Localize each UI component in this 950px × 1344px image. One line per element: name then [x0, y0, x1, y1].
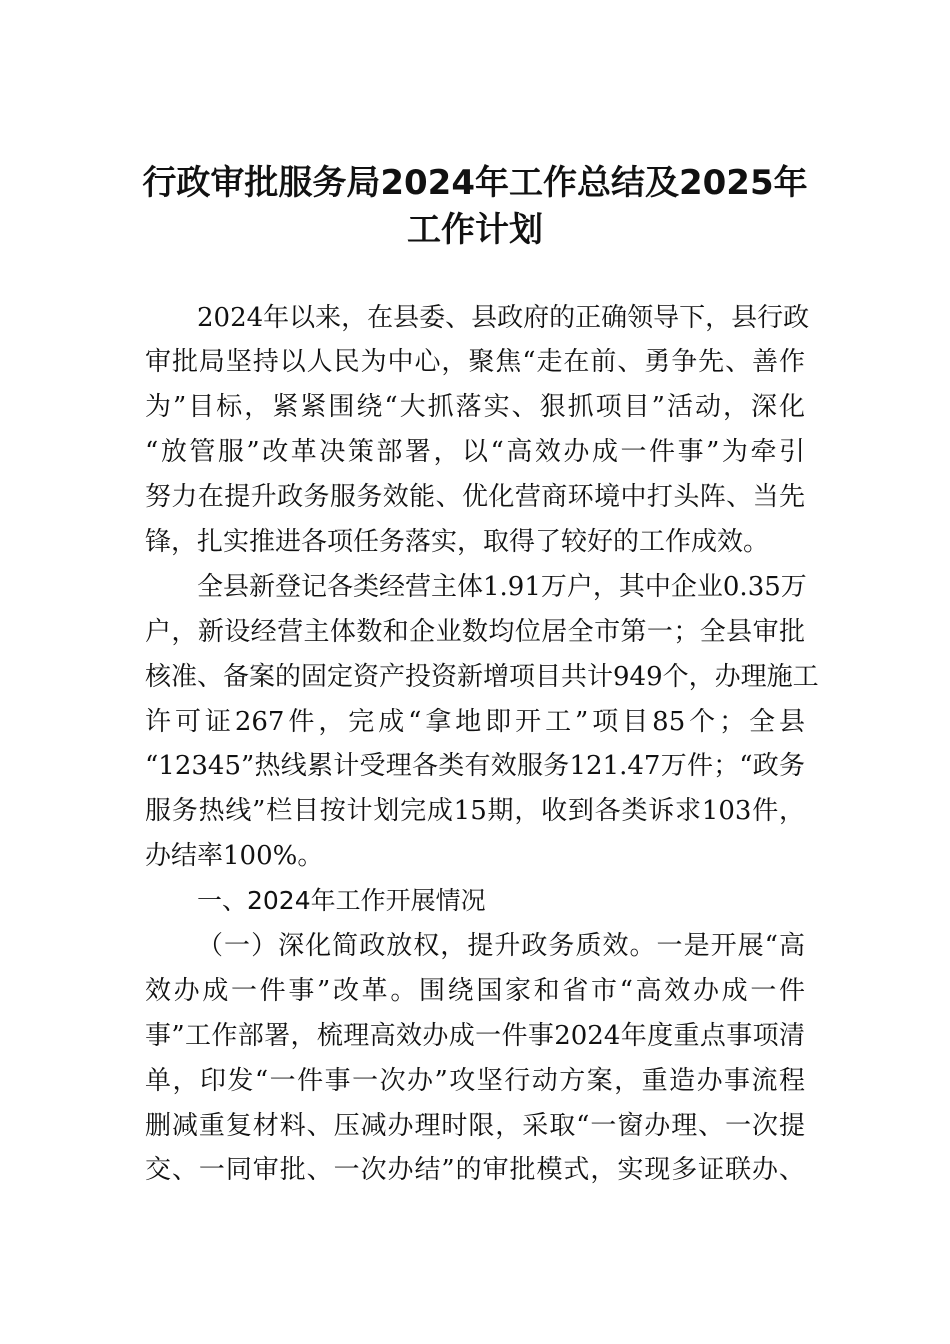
paragraph-intro	[145, 296, 810, 565]
text-line: 服务热线”栏目按计划完成15期，收到各类诉求103件，	[145, 796, 805, 827]
text-line: 效办成一件事”改革。围绕国家和省市“高效办成一件	[145, 975, 805, 1006]
text-line: 交、一同审批、一次办结”的审批模式，实现多证联办、	[145, 1155, 805, 1186]
text-line: 事”工作部署，梳理高效办成一件事2024年度重点事项清	[145, 1020, 805, 1051]
paragraph-section-1	[145, 924, 805, 1193]
text-line: 办结率100%。	[145, 841, 324, 872]
text-line: 许可证267件，完成“拿地即开工”项目85个；全县	[145, 706, 805, 737]
text-line: （一）深化简政放权，提升政务质效。一是开展“高	[197, 930, 805, 961]
document-body	[145, 296, 819, 1194]
text-line: 删减重复材料、压减办理时限，采取“一窗办理、一次提	[145, 1110, 805, 1141]
text-line: “放管服”改革决策部署，以“高效办成一件事”为牵引	[145, 437, 805, 468]
text-line: 努力在提升政务服务效能、优化营商环境中打头阵、当先	[145, 482, 805, 513]
text-line: 审批局坚持以人民为中心，聚焦“走在前、勇争先、善作	[145, 347, 805, 378]
text-line: 锋，扎实推进各项任务落实，取得了较好的工作成效。	[145, 526, 770, 557]
title-line-2: 工作计划	[407, 210, 543, 250]
paragraph-statistics	[145, 565, 819, 879]
text-line: 2024年以来，在县委、县政府的正确领导下，县行政	[197, 302, 810, 333]
title-line-1: 行政审批服务局2024年工作总结及2025年	[142, 163, 808, 203]
text-line: “12345”热线累计受理各类有效服务121.47万件；“政务	[145, 751, 805, 782]
document-title	[110, 160, 840, 254]
text-line: 单，印发“一件事一次办”攻坚行动方案，重造办事流程	[145, 1065, 805, 1096]
text-line: 户，新设经营主体数和企业数均位居全市第一；全县审批	[145, 616, 805, 647]
text-line: 为”目标，紧紧围绕“大抓落实、狠抓项目”活动，深化	[145, 392, 805, 423]
text-line: 全县新登记各类经营主体1.91万户，其中企业0.35万	[197, 571, 807, 602]
text-line: 核准、备案的固定资产投资新增项目共计949个，办理施工	[145, 661, 819, 692]
section-heading: 一、2024年工作开展情况	[197, 886, 486, 916]
